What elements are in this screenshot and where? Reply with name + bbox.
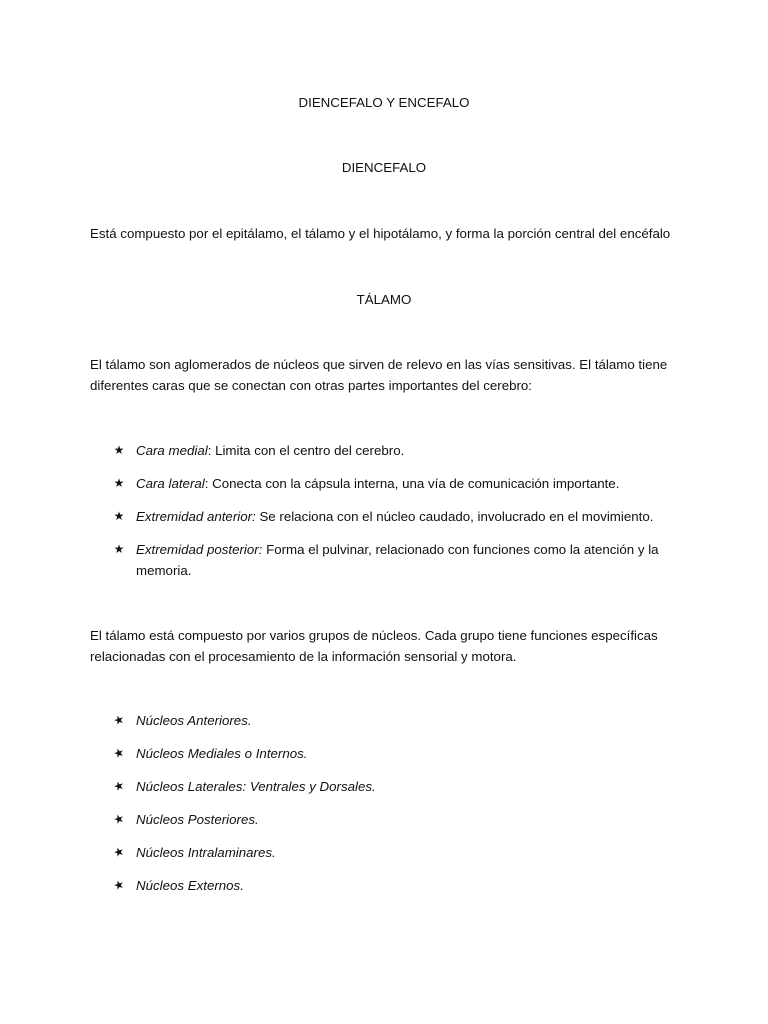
list-item-text: Núcleos Intralaminares. xyxy=(136,845,276,860)
list-item-sep: : xyxy=(207,443,216,458)
list-item-text: Núcleos Posteriores. xyxy=(136,812,259,827)
pushpin-star-bullet-icon: ★ xyxy=(111,744,127,762)
star-bullet-icon: ★ xyxy=(113,443,125,457)
list-item-text: Forma el pulvinar, relacionado con funciones como la atención y la memoria. xyxy=(136,542,659,578)
intro-paragraph: Está compuesto por el epitálamo, el tálamo y el hipotálamo, y forma la porción central del encéfalo xyxy=(90,226,671,241)
pushpin-star-bullet-icon: ★ xyxy=(111,810,127,828)
list-item xyxy=(0,506,768,527)
pushpin-star-bullet-icon: ★ xyxy=(111,711,127,729)
list-item xyxy=(0,440,768,461)
list-item-text: Núcleos Mediales o Internos. xyxy=(136,746,308,761)
pushpin-star-bullet-icon: ★ xyxy=(111,777,127,795)
list-item-sep: : xyxy=(204,476,213,491)
list-item xyxy=(0,743,768,764)
list-item xyxy=(0,539,768,581)
list-item xyxy=(0,710,768,731)
section-title-diencefalo: DIENCEFALO xyxy=(341,160,427,175)
list-item-term: Extremidad posterior: xyxy=(136,542,263,557)
nucleos-paragraph: El tálamo está compuesto por varios grupos de núcleos. Cada grupo tiene funciones específicas relacionadas con el procesamiento de la información sensorial y motora. xyxy=(90,628,658,664)
pushpin-star-bullet-icon: ★ xyxy=(111,876,127,894)
list-item-text: Limita con el centro del cerebro. xyxy=(215,443,405,458)
list-item xyxy=(0,842,768,863)
list-item-text: Conecta con la cápsula interna, una vía de comunicación importante. xyxy=(212,476,620,491)
section-title-talamo: TÁLAMO xyxy=(356,292,412,307)
list-item-text: Núcleos Anteriores. xyxy=(136,713,252,728)
star-bullet-icon: ★ xyxy=(113,476,125,490)
list-item xyxy=(0,809,768,830)
list-item xyxy=(0,776,768,797)
list-item-term: Extremidad anterior: xyxy=(136,509,256,524)
star-bullet-icon: ★ xyxy=(113,509,125,523)
list-item-term: Cara lateral xyxy=(136,476,205,491)
star-bullet-icon: ★ xyxy=(113,542,125,556)
list-item-text: Núcleos Laterales: Ventrales y Dorsales. xyxy=(136,779,376,794)
nucleos-list xyxy=(0,710,768,908)
list-item-text: Núcleos Externos. xyxy=(136,878,244,893)
talamo-paragraph: El tálamo son aglomerados de núcleos que sirven de relevo en las vías sensitivas. El tálamo tiene diferentes caras que se conectan con otras partes importantes del cerebro: xyxy=(90,357,668,393)
list-item-term: Cara medial xyxy=(136,443,208,458)
list-item xyxy=(0,473,768,494)
list-item xyxy=(0,875,768,896)
document-title: DIENCEFALO Y ENCEFALO xyxy=(298,95,470,110)
caras-list xyxy=(0,440,768,593)
list-item-text: Se relaciona con el núcleo caudado, involucrado en el movimiento. xyxy=(259,509,654,524)
pushpin-star-bullet-icon: ★ xyxy=(111,843,127,861)
